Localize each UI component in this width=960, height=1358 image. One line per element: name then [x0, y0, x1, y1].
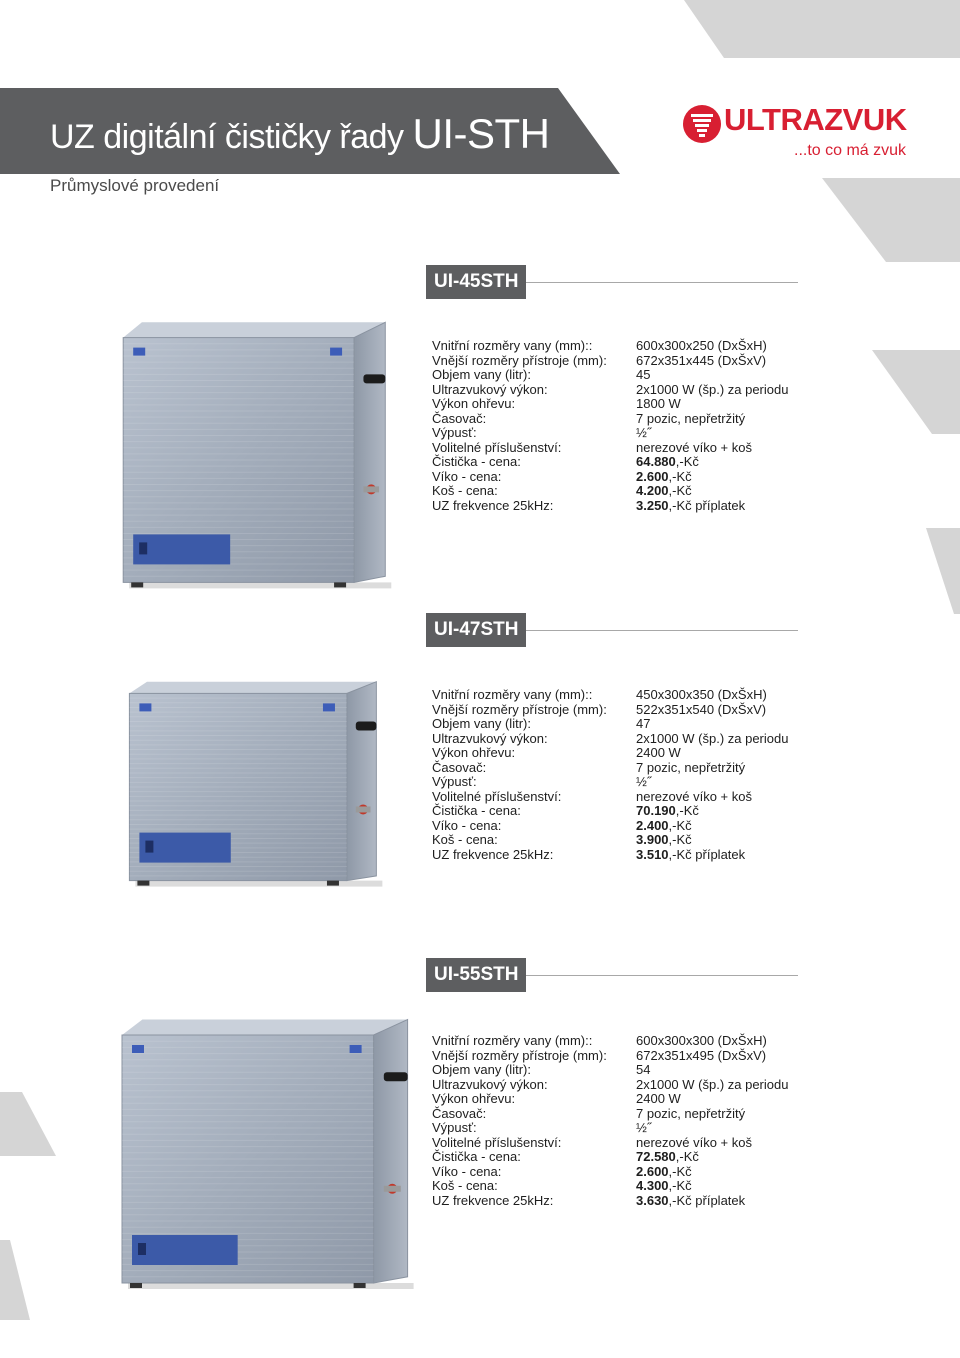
- spec-value: 2x1000 W (šp.) za periodu: [636, 1076, 789, 1092]
- spec-label: Koš - cena:: [432, 1178, 498, 1193]
- price-currency: ,-Kč: [668, 1178, 692, 1193]
- spec-table-ui-55sth: [432, 1034, 832, 1208]
- spec-label: Ultrazvukový výkon:: [432, 381, 548, 397]
- spec-row: [432, 1165, 832, 1180]
- spec-value: 450x300x350 (DxŠxH): [636, 687, 767, 702]
- spec-label: Časovač:: [432, 759, 487, 775]
- price-note: příplatek: [691, 846, 746, 862]
- spec-label: Víko - cena:: [432, 468, 502, 484]
- spec-row: [432, 1107, 832, 1122]
- spec-label: Objem vany (litr):: [432, 716, 531, 731]
- model-badge: UI-47STH: [426, 613, 526, 647]
- spec-row: [432, 848, 832, 863]
- spec-row: [432, 688, 832, 703]
- price-currency: ,-Kč: [668, 483, 692, 498]
- model-badge: UI-45STH: [426, 265, 526, 299]
- spec-row: [432, 1078, 832, 1093]
- price-amount: 2.600: [636, 468, 669, 484]
- price-amount: 3.510: [636, 846, 669, 862]
- spec-label: UZ frekvence 25kHz:: [432, 497, 554, 513]
- spec-label: Vnitřní rozměry vany (mm)::: [432, 1033, 593, 1048]
- price-amount: 72.580: [636, 1149, 676, 1164]
- spec-row: [432, 354, 832, 369]
- spec-label: Objem vany (litr):: [432, 1062, 531, 1077]
- decor-shape-right-1: [822, 178, 960, 262]
- spec-value: 2400 W: [636, 745, 681, 760]
- spec-label: Čistička - cena:: [432, 803, 521, 818]
- price-amount: 64.880: [636, 454, 676, 469]
- product-header-ui-55sth: [426, 958, 798, 992]
- spec-label: Ultrazvukový výkon:: [432, 1076, 548, 1092]
- price-currency: ,-Kč: [668, 832, 692, 847]
- decor-shape-right-2: [872, 350, 960, 434]
- price-currency: ,-Kč: [668, 468, 692, 484]
- price-amount: 3.900: [636, 832, 669, 847]
- spec-value: 7 pozic, nepřetržitý: [636, 1105, 746, 1121]
- spec-row: [432, 455, 832, 470]
- spec-label: Koš - cena:: [432, 832, 498, 847]
- price-amount: 3.250: [636, 497, 669, 513]
- spec-price: [636, 470, 692, 485]
- spec-price: [636, 833, 692, 848]
- product-image-ui-55sth: [88, 1004, 428, 1314]
- decor-shape-top: [684, 0, 960, 58]
- spec-label: Výpusť:: [432, 774, 477, 789]
- spec-row: [432, 717, 832, 732]
- spec-row: [432, 1194, 832, 1209]
- price-amount: 2.600: [636, 1163, 669, 1179]
- price-note: příplatek: [691, 1192, 746, 1208]
- spec-row: [432, 775, 832, 790]
- spec-row: [432, 499, 832, 514]
- spec-label: Výpusť:: [432, 425, 477, 440]
- spec-value: nerezové víko + koš: [636, 439, 752, 455]
- spec-price: [636, 1179, 692, 1194]
- spec-value: 600x300x300 (DxŠxH): [636, 1033, 767, 1048]
- spec-price: [636, 455, 699, 470]
- spec-value: ½˝: [636, 425, 652, 440]
- spec-price: [636, 1165, 692, 1180]
- spec-label: UZ frekvence 25kHz:: [432, 1192, 554, 1208]
- spec-row: [432, 746, 832, 761]
- spec-price: [636, 499, 745, 514]
- spec-value: ½˝: [636, 774, 652, 789]
- spec-value: ½˝: [636, 1120, 652, 1135]
- price-note: příplatek: [691, 497, 746, 513]
- spec-row: [432, 804, 832, 819]
- spec-row: [432, 833, 832, 848]
- spec-label: Čistička - cena:: [432, 454, 521, 469]
- spec-value: 1800 W: [636, 396, 681, 411]
- spec-row: [432, 1049, 832, 1064]
- spec-price: [636, 848, 745, 863]
- price-currency: ,-Kč: [675, 1149, 699, 1164]
- spec-row: [432, 1136, 832, 1151]
- spec-price: [636, 819, 692, 834]
- spec-value: 672x351x495 (DxŠxV): [636, 1047, 767, 1063]
- spec-label: Víko - cena:: [432, 817, 502, 833]
- spec-row: [432, 1150, 832, 1165]
- product-image-ui-47sth: [100, 670, 394, 904]
- spec-label: Vnější rozměry přístroje (mm):: [432, 701, 607, 717]
- price-amount: 4.200: [636, 483, 669, 498]
- price-currency: ,-Kč: [668, 846, 692, 862]
- spec-value: 45: [636, 367, 651, 382]
- brand-logo-tagline: ...to co má zvuk: [794, 142, 907, 159]
- spec-row: [432, 397, 832, 412]
- spec-row: [432, 426, 832, 441]
- spec-value: 2400 W: [636, 1091, 681, 1106]
- spec-table-ui-45sth: [432, 339, 832, 513]
- spec-label: Volitelné příslušenství:: [432, 439, 562, 455]
- page-subtitle: Průmyslové provedení: [50, 176, 220, 195]
- spec-value: 7 pozic, nepřetržitý: [636, 759, 746, 775]
- price-currency: ,-Kč: [668, 1192, 692, 1208]
- spec-row: [432, 819, 832, 834]
- spec-row: [432, 1179, 832, 1194]
- price-currency: ,-Kč: [668, 497, 692, 513]
- spec-row: [432, 412, 832, 427]
- spec-value: 522x351x540 (DxŠxV): [636, 701, 767, 717]
- spec-price: [636, 484, 692, 499]
- price-amount: 70.190: [636, 803, 676, 818]
- spec-label: Vnitřní rozměry vany (mm)::: [432, 687, 593, 702]
- decor-shape-left-1: [0, 1092, 56, 1156]
- brand-logo-icon: [682, 104, 722, 144]
- spec-price: [636, 804, 699, 819]
- brand-logo: [682, 102, 922, 162]
- spec-label: Čistička - cena:: [432, 1149, 521, 1164]
- product-header-ui-45sth: [426, 265, 798, 299]
- spec-value: nerezové víko + koš: [636, 788, 752, 804]
- page-title: [50, 110, 550, 158]
- spec-row: [432, 703, 832, 718]
- spec-row: [432, 1034, 832, 1049]
- price-amount: 4.300: [636, 1178, 669, 1193]
- price-currency: ,-Kč: [675, 454, 699, 469]
- decor-shape-right-3: [926, 528, 960, 614]
- spec-value: 54: [636, 1062, 651, 1077]
- model-badge: UI-55STH: [426, 958, 526, 992]
- spec-row: [432, 1063, 832, 1078]
- spec-value: nerezové víko + koš: [636, 1134, 752, 1150]
- spec-row: [432, 484, 832, 499]
- price-currency: ,-Kč: [675, 803, 699, 818]
- spec-row: [432, 732, 832, 747]
- spec-label: Víko - cena:: [432, 1163, 502, 1179]
- spec-row: [432, 339, 832, 354]
- spec-label: Výkon ohřevu:: [432, 396, 516, 411]
- spec-price: [636, 1194, 745, 1209]
- brand-logo-wordmark: ULTRAZVUK: [724, 102, 907, 137]
- spec-label: Časovač:: [432, 410, 487, 426]
- spec-value: 2x1000 W (šp.) za periodu: [636, 381, 789, 397]
- spec-label: Časovač:: [432, 1105, 487, 1121]
- price-amount: 3.630: [636, 1192, 669, 1208]
- spec-label: Ultrazvukový výkon:: [432, 730, 548, 746]
- spec-label: Výkon ohřevu:: [432, 1091, 516, 1106]
- spec-label: Výpusť:: [432, 1120, 477, 1135]
- spec-label: Výkon ohřevu:: [432, 745, 516, 760]
- spec-value: 672x351x445 (DxŠxV): [636, 352, 767, 368]
- spec-value: 7 pozic, nepřetržitý: [636, 410, 746, 426]
- spec-label: Vnější rozměry přístroje (mm):: [432, 352, 607, 368]
- spec-value: 47: [636, 716, 651, 731]
- spec-row: [432, 383, 832, 398]
- decor-shape-left-2: [0, 1240, 30, 1320]
- spec-label: Vnitřní rozměry vany (mm)::: [432, 338, 593, 353]
- spec-label: UZ frekvence 25kHz:: [432, 846, 554, 862]
- spec-label: Vnější rozměry přístroje (mm):: [432, 1047, 607, 1063]
- spec-label: Volitelné příslušenství:: [432, 788, 562, 804]
- product-image-ui-45sth: [92, 307, 404, 613]
- spec-label: Volitelné příslušenství:: [432, 1134, 562, 1150]
- spec-label: Koš - cena:: [432, 483, 498, 498]
- spec-row: [432, 761, 832, 776]
- price-currency: ,-Kč: [668, 1163, 692, 1179]
- spec-value: 2x1000 W (šp.) za periodu: [636, 730, 789, 746]
- price-amount: 2.400: [636, 817, 669, 833]
- spec-label: Objem vany (litr):: [432, 367, 531, 382]
- spec-row: [432, 790, 832, 805]
- spec-table-ui-47sth: [432, 688, 832, 862]
- spec-row: [432, 1121, 832, 1136]
- page-title-series: UI-STH: [412, 110, 550, 157]
- product-header-ui-47sth: [426, 613, 798, 647]
- price-currency: ,-Kč: [668, 817, 692, 833]
- spec-row: [432, 441, 832, 456]
- spec-price: [636, 1150, 699, 1165]
- spec-row: [432, 368, 832, 383]
- spec-row: [432, 470, 832, 485]
- page-title-prefix: UZ digitální čističky řady: [50, 118, 413, 156]
- spec-value: 600x300x250 (DxŠxH): [636, 338, 767, 353]
- spec-row: [432, 1092, 832, 1107]
